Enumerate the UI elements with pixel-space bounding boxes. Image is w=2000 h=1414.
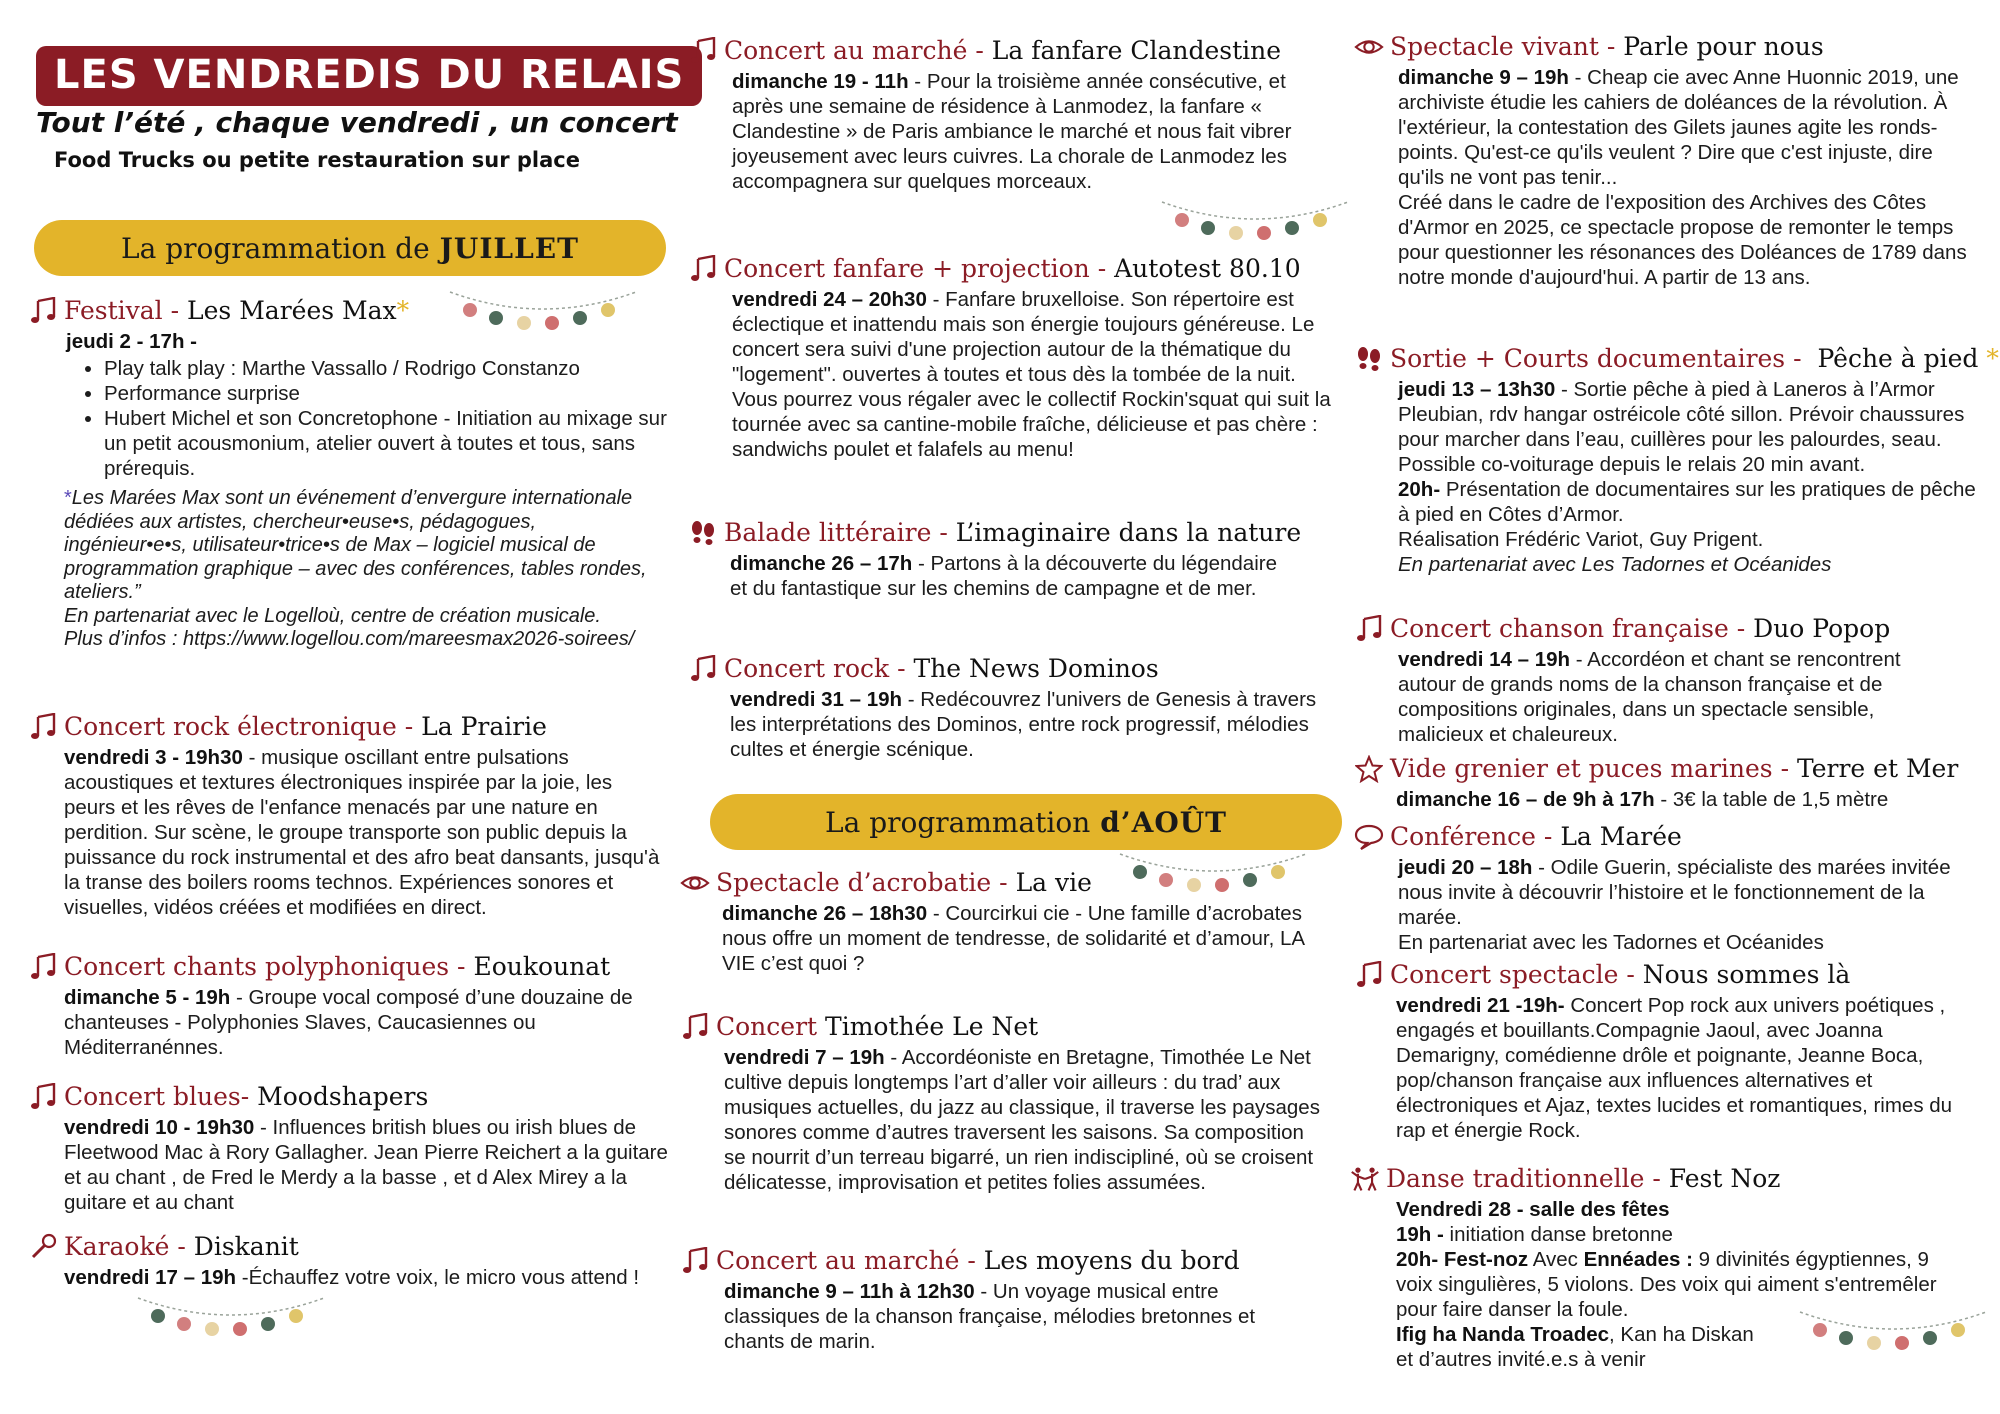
event-time: 20h- [1398, 478, 1441, 501]
event-link[interactable]: Plus d’infos : https://www.logellou.com/mareesmax2026-soirees/ [64, 628, 635, 650]
event-kind: Spectacle vivant - [1390, 32, 1616, 61]
event-description: - Courcirkui cie - Une famille d’acrobates nous offre un moment de tendresse, de solidarité et d’amour, LA VIE c’est quoi ? [722, 902, 1304, 975]
event-kind: Conférence - [1390, 822, 1553, 851]
music-note-icon [28, 296, 58, 326]
event-name: Parle pour nous [1623, 32, 1824, 61]
event-description: - Accordéon et chant se rencontrent autour de grands noms de la chanson française et de compositions originales, dans un spectacle sensible, malicieux et chaleureux. [1398, 648, 1901, 746]
event-partner: En partenariat avec les Tadornes et Océanides [1398, 931, 1824, 954]
event-date: vendredi 10 - 19h30 [64, 1116, 255, 1139]
event-kind: Sortie + Courts documentaires - [1390, 344, 1802, 373]
event-date: vendredi 7 – 19h [724, 1046, 885, 1069]
event-description: - Influences british blues ou irish blues de Fleetwood Mac à Rory Gallagher. Jean Pierre Reichert a la guitare et au chant , de Fred le Merdy a la basse , et d Alex Mirey a la guitare et au chant [64, 1116, 668, 1214]
footprints-icon [1354, 344, 1384, 374]
event-description: , Kan ha Diskan [1609, 1323, 1754, 1346]
event-description: - Fanfare bruxelloise. Son répertoire est éclectique et inattendu mais son énergie toujours généreuse. Le concert sera suivi d'une projection autour de la thématique du "logement". ouvertes à toutes et tous dès la tombée de la nuit. Vous pourrez vous régaler avec le collectif Rockin'squat qui suit la tournée avec sa cantine-mobile fraîche, délicieuse et pas chère : sandwichs poulet et falafels au menu! [732, 288, 1331, 461]
event-description: - Cheap cie avec Anne Huonnic 2019, une archiviste étudie les cahiers de doléances de la révolution. À l'extérieur, la contestation des Gilets jaunes agite les ronds-points. Qu'est-ce qu'ils veulent ? Dire que c'est injuste, dire qu'ils ne vont pas tenir... [1398, 66, 1959, 189]
event-la-prairie [28, 712, 668, 920]
event-partner: En partenariat avec Les Tadornes et Océanides [1398, 553, 1832, 576]
event-name: Moodshapers [257, 1082, 429, 1111]
event-kind: Vide grenier et puces marines - [1390, 754, 1790, 783]
page-title: LES VENDREDIS DU RELAIS [36, 46, 702, 106]
event-description: - Pour la troisième année consécutive, et après une semaine de résidence à Lanmodez, la fanfare « Clandestine » de Paris ambiance le marché et nous fait vibrer joyeusement avec leurs cuivres. La chorale de Lanmodez les accompagnera sur quelques morceaux. [732, 70, 1292, 193]
event-kind: Concert rock - [724, 654, 906, 683]
event-timothee-le-net [680, 1012, 1330, 1195]
star-icon: * [396, 296, 410, 325]
list-item: • Hubert Michel et son Concretophone - Initiation au mixage sur un petit acousmonium, atelier ouvert à toutes et tous, sans prérequis. [104, 406, 668, 481]
event-name: Autotest 80.10 [1114, 254, 1301, 283]
event-kind: Concert blues- [64, 1082, 250, 1111]
event-date: dimanche 26 – 17h [730, 552, 913, 575]
event-description: Présentation de documentaires sur les pratiques de pêche à pied en Côtes d’Armor. [1398, 478, 1976, 526]
event-kind: Concert spectacle - [1390, 960, 1635, 989]
music-note-icon [688, 36, 718, 66]
event-name: La vie [1015, 868, 1092, 897]
event-description: Créé dans le cadre de l'exposition des Archives des Côtes d'Armor en 2025, ce spectacle propose de remonter le temps pour questionner les résonances des Doléances de 1789 dans notre monde d'aujourd'hui. A partir de 13 ans. [1398, 191, 1967, 289]
event-description: - 3€ la table de 1,5 mètre [1654, 788, 1889, 811]
list-item: • Play talk play : Marthe Vassallo / Rodrigo Constanzo [104, 356, 668, 381]
event-description: - Partons à la découverte du légendaire et du fantastique sur les chemins de campagne et de mer. [730, 552, 1277, 600]
subtitle: Food Trucks ou petite restauration sur place [54, 148, 580, 172]
tagline: Tout l’été , chaque vendredi , un concert [36, 106, 678, 139]
event-description: Avec [1528, 1248, 1584, 1271]
event-date: vendredi 24 – 20h30 [732, 288, 927, 311]
event-kind: Concert chants polyphoniques - [64, 952, 466, 981]
event-description: - Un voyage musical entre classiques de la chanson française, mélodies bretonnes et chants de marin. [724, 1280, 1256, 1353]
event-peche-a-pied [1354, 344, 1999, 577]
event-description: Concert Pop rock aux univers poétiques , engagés et bouillants.Compagnie Jaoul, avec Joanna Demarigny, comédienne drôle et poignante, Jeanne Boca, pop/chanson française aux influences alternatives et électroniques et Ajaz, textes lucides et romantiques, rimes du rap et énergie Rock. [1396, 994, 1953, 1142]
event-time: 20h- Fest-noz [1396, 1248, 1529, 1271]
music-note-icon [28, 952, 58, 982]
event-description: - Redécouvrez l'univers de Genesis à travers les interprétations des Dominos, entre rock progressif, mélodies cultes et énergie scénique. [730, 688, 1317, 761]
microphone-icon [28, 1232, 58, 1262]
event-date: dimanche 9 – 19h [1398, 66, 1569, 89]
asterisk: * [64, 487, 72, 509]
event-description: initiation danse bretonne [1443, 1223, 1673, 1246]
event-name: Fest Noz [1668, 1164, 1781, 1193]
event-kind: Festival - [64, 296, 180, 325]
event-name: La Prairie [421, 712, 547, 741]
event-balade-litteraire [688, 518, 1338, 601]
event-autotest [688, 254, 1338, 462]
event-moodshapers [28, 1082, 668, 1215]
event-date: jeudi 2 - 17h - [66, 330, 197, 353]
event-performer: Ennéades : [1583, 1248, 1693, 1271]
event-name: Diskanit [193, 1232, 299, 1261]
event-kind: Spectacle d’acrobatie - [716, 868, 1008, 897]
august-banner-prefix: La programmation [825, 805, 1091, 839]
august-banner [710, 794, 1342, 850]
event-name: The News Dominos [913, 654, 1159, 683]
event-kind: Concert au marché - [724, 36, 984, 65]
music-note-icon [1354, 960, 1384, 990]
event-date: dimanche 16 – de 9h à 17h [1396, 788, 1655, 811]
event-description: -Échauffez votre voix, le micro vous attend ! [236, 1266, 640, 1289]
event-date: jeudi 20 – 18h [1398, 856, 1533, 879]
event-name: Les moyens du bord [983, 1246, 1240, 1275]
dancers-icon [1350, 1164, 1380, 1194]
event-description: - musique oscillant entre pulsations acoustiques et textures électroniques inspirée par la joie, les peurs et les rêves de l'enfance menacés par une nature en perdition. Sur scène, le groupe transporte son public depuis la puissance du rock instrumental et des afro beat dansants, jusqu'à la transe des boilers rooms technos. Expériences sonores et visuelles, vidéos créées et modifiées en direct. [64, 746, 660, 919]
footprints-icon [688, 518, 718, 548]
event-note: En partenariat avec le Logelloù, centre de création musicale. [64, 604, 601, 627]
event-news-dominos [688, 654, 1338, 762]
event-fanfare-clandestine [688, 36, 1338, 194]
event-description: - Groupe vocal composé d’une douzaine de chanteuses - Polyphonies Slaves, Caucasiennes ou Méditerranénnes. [64, 986, 633, 1059]
event-credits: Réalisation Frédéric Variot, Guy Prigent. [1398, 528, 1764, 551]
event-date: vendredi 17 – 19h [64, 1266, 237, 1289]
event-name: Timothée Le Net [825, 1012, 1039, 1041]
event-la-maree [1354, 822, 1984, 955]
event-la-vie [680, 868, 1330, 976]
event-note: Les Marées Max sont un événement d’envergure internationale dédiées aux artistes, chercheur•euse•s, pédagogues, ingénieur•e•s, utilisateur•trice•s de Max – logiciel musical de programmation graphique – avec des conférences, tables rondes, ateliers.” [64, 487, 647, 603]
event-name: Pêche à pied [1817, 344, 1979, 373]
eye-icon [1354, 32, 1384, 62]
list-item: • Performance surprise [104, 381, 668, 406]
star-icon [1354, 754, 1384, 784]
event-description: - Sortie pêche à pied à Laneros à l’Armor Pleubian, rdv hangar ostréicole côté sillon. Prévoir chaussures pour marcher dans l’eau, cuillères pour les palourdes, seau. Possible co-voiturage depuis le relais 20 min avant. [1398, 378, 1965, 476]
garland-decoration [136, 1292, 326, 1346]
event-name: Les Marées Max [187, 296, 397, 325]
event-kind: Concert fanfare + projection - [724, 254, 1107, 283]
event-date: dimanche 5 - 19h [64, 986, 231, 1009]
event-eoukounat [28, 952, 668, 1060]
music-note-icon [680, 1246, 710, 1276]
event-date: dimanche 26 – 18h30 [722, 902, 928, 925]
music-note-icon [688, 254, 718, 284]
july-banner-month: JUILLET [439, 231, 579, 265]
event-kind: Danse traditionnelle - [1386, 1164, 1661, 1193]
event-name: Eoukounat [473, 952, 611, 981]
event-date: vendredi 21 -19h- [1396, 994, 1565, 1017]
event-date: dimanche 19 - 11h [732, 70, 909, 93]
event-nous-sommes-la [1354, 960, 1984, 1143]
event-kind: Balade littéraire - [724, 518, 948, 547]
star-icon: * [1986, 344, 1999, 373]
event-performer: Ifig ha Nanda Troadec [1396, 1323, 1610, 1346]
event-date: jeudi 13 – 13h30 [1398, 378, 1556, 401]
event-festival-marees-max [28, 296, 668, 652]
event-description: - Odile Guerin, spécialiste des marées invitée nous invite à découvrir l’histoire et le fonctionnement de la marée. [1398, 856, 1951, 929]
event-description: - Accordéoniste en Bretagne, Timothée Le Net cultive depuis longtemps l’art d’aller voir ailleurs : du trad’ aux musiques actuelles, du jazz au classique, il traverse les paysages sonores comme d’autres traversent les saisons. Sa composition se nourrit d’un terreau bigarré, un rien indiscipliné, où se croisent délicatesse, improvisation et petites folies assumées. [724, 1046, 1320, 1194]
august-banner-month: d’AOÛT [1100, 805, 1227, 839]
music-note-icon [28, 1082, 58, 1112]
event-name: Nous sommes là [1642, 960, 1851, 989]
event-description: et d’autres invité.e.s à venir [1396, 1348, 1646, 1371]
event-date: vendredi 14 – 19h [1398, 648, 1571, 671]
event-name: Duo Popop [1753, 614, 1891, 643]
event-moyens-du-bord [680, 1246, 1330, 1354]
event-terre-et-mer [1354, 754, 1984, 812]
music-note-icon [688, 654, 718, 684]
music-note-icon [1354, 614, 1384, 644]
event-kind: Concert chanson française - [1390, 614, 1746, 643]
event-duo-popop [1354, 614, 1984, 747]
eye-icon [680, 868, 710, 898]
event-date: vendredi 31 – 19h [730, 688, 903, 711]
event-parle-pour-nous [1354, 32, 1984, 290]
event-kind: Concert au marché - [716, 1246, 976, 1275]
event-fest-noz [1350, 1164, 1984, 1372]
garland-decoration [1160, 196, 1350, 250]
july-banner-prefix: La programmation de [121, 231, 430, 265]
event-name: La fanfare Clandestine [991, 36, 1282, 65]
event-kind: Concert [716, 1012, 818, 1041]
speech-bubble-icon [1354, 822, 1384, 852]
event-description: 9 divinités égyptiennes, 9 voix singulières, 5 violons. Des voix qui aiment s'entremêler pour faire danser la foule. [1396, 1248, 1937, 1321]
music-note-icon [28, 712, 58, 742]
event-date: dimanche 9 – 11h à 12h30 [724, 1280, 975, 1303]
event-kind: Karaoké - [64, 1232, 186, 1261]
event-time: 19h - [1396, 1223, 1444, 1246]
event-name: La Marée [1560, 822, 1682, 851]
event-name: L’imaginaire dans la nature [955, 518, 1302, 547]
music-note-icon [680, 1012, 710, 1042]
event-name: Terre et Mer [1797, 754, 1959, 783]
event-kind: Concert rock électronique - [64, 712, 414, 741]
july-banner [34, 220, 666, 276]
event-date: vendredi 3 - 19h30 [64, 746, 243, 769]
event-diskanit [28, 1232, 668, 1290]
event-date: Vendredi 28 - salle des fêtes [1396, 1198, 1670, 1221]
